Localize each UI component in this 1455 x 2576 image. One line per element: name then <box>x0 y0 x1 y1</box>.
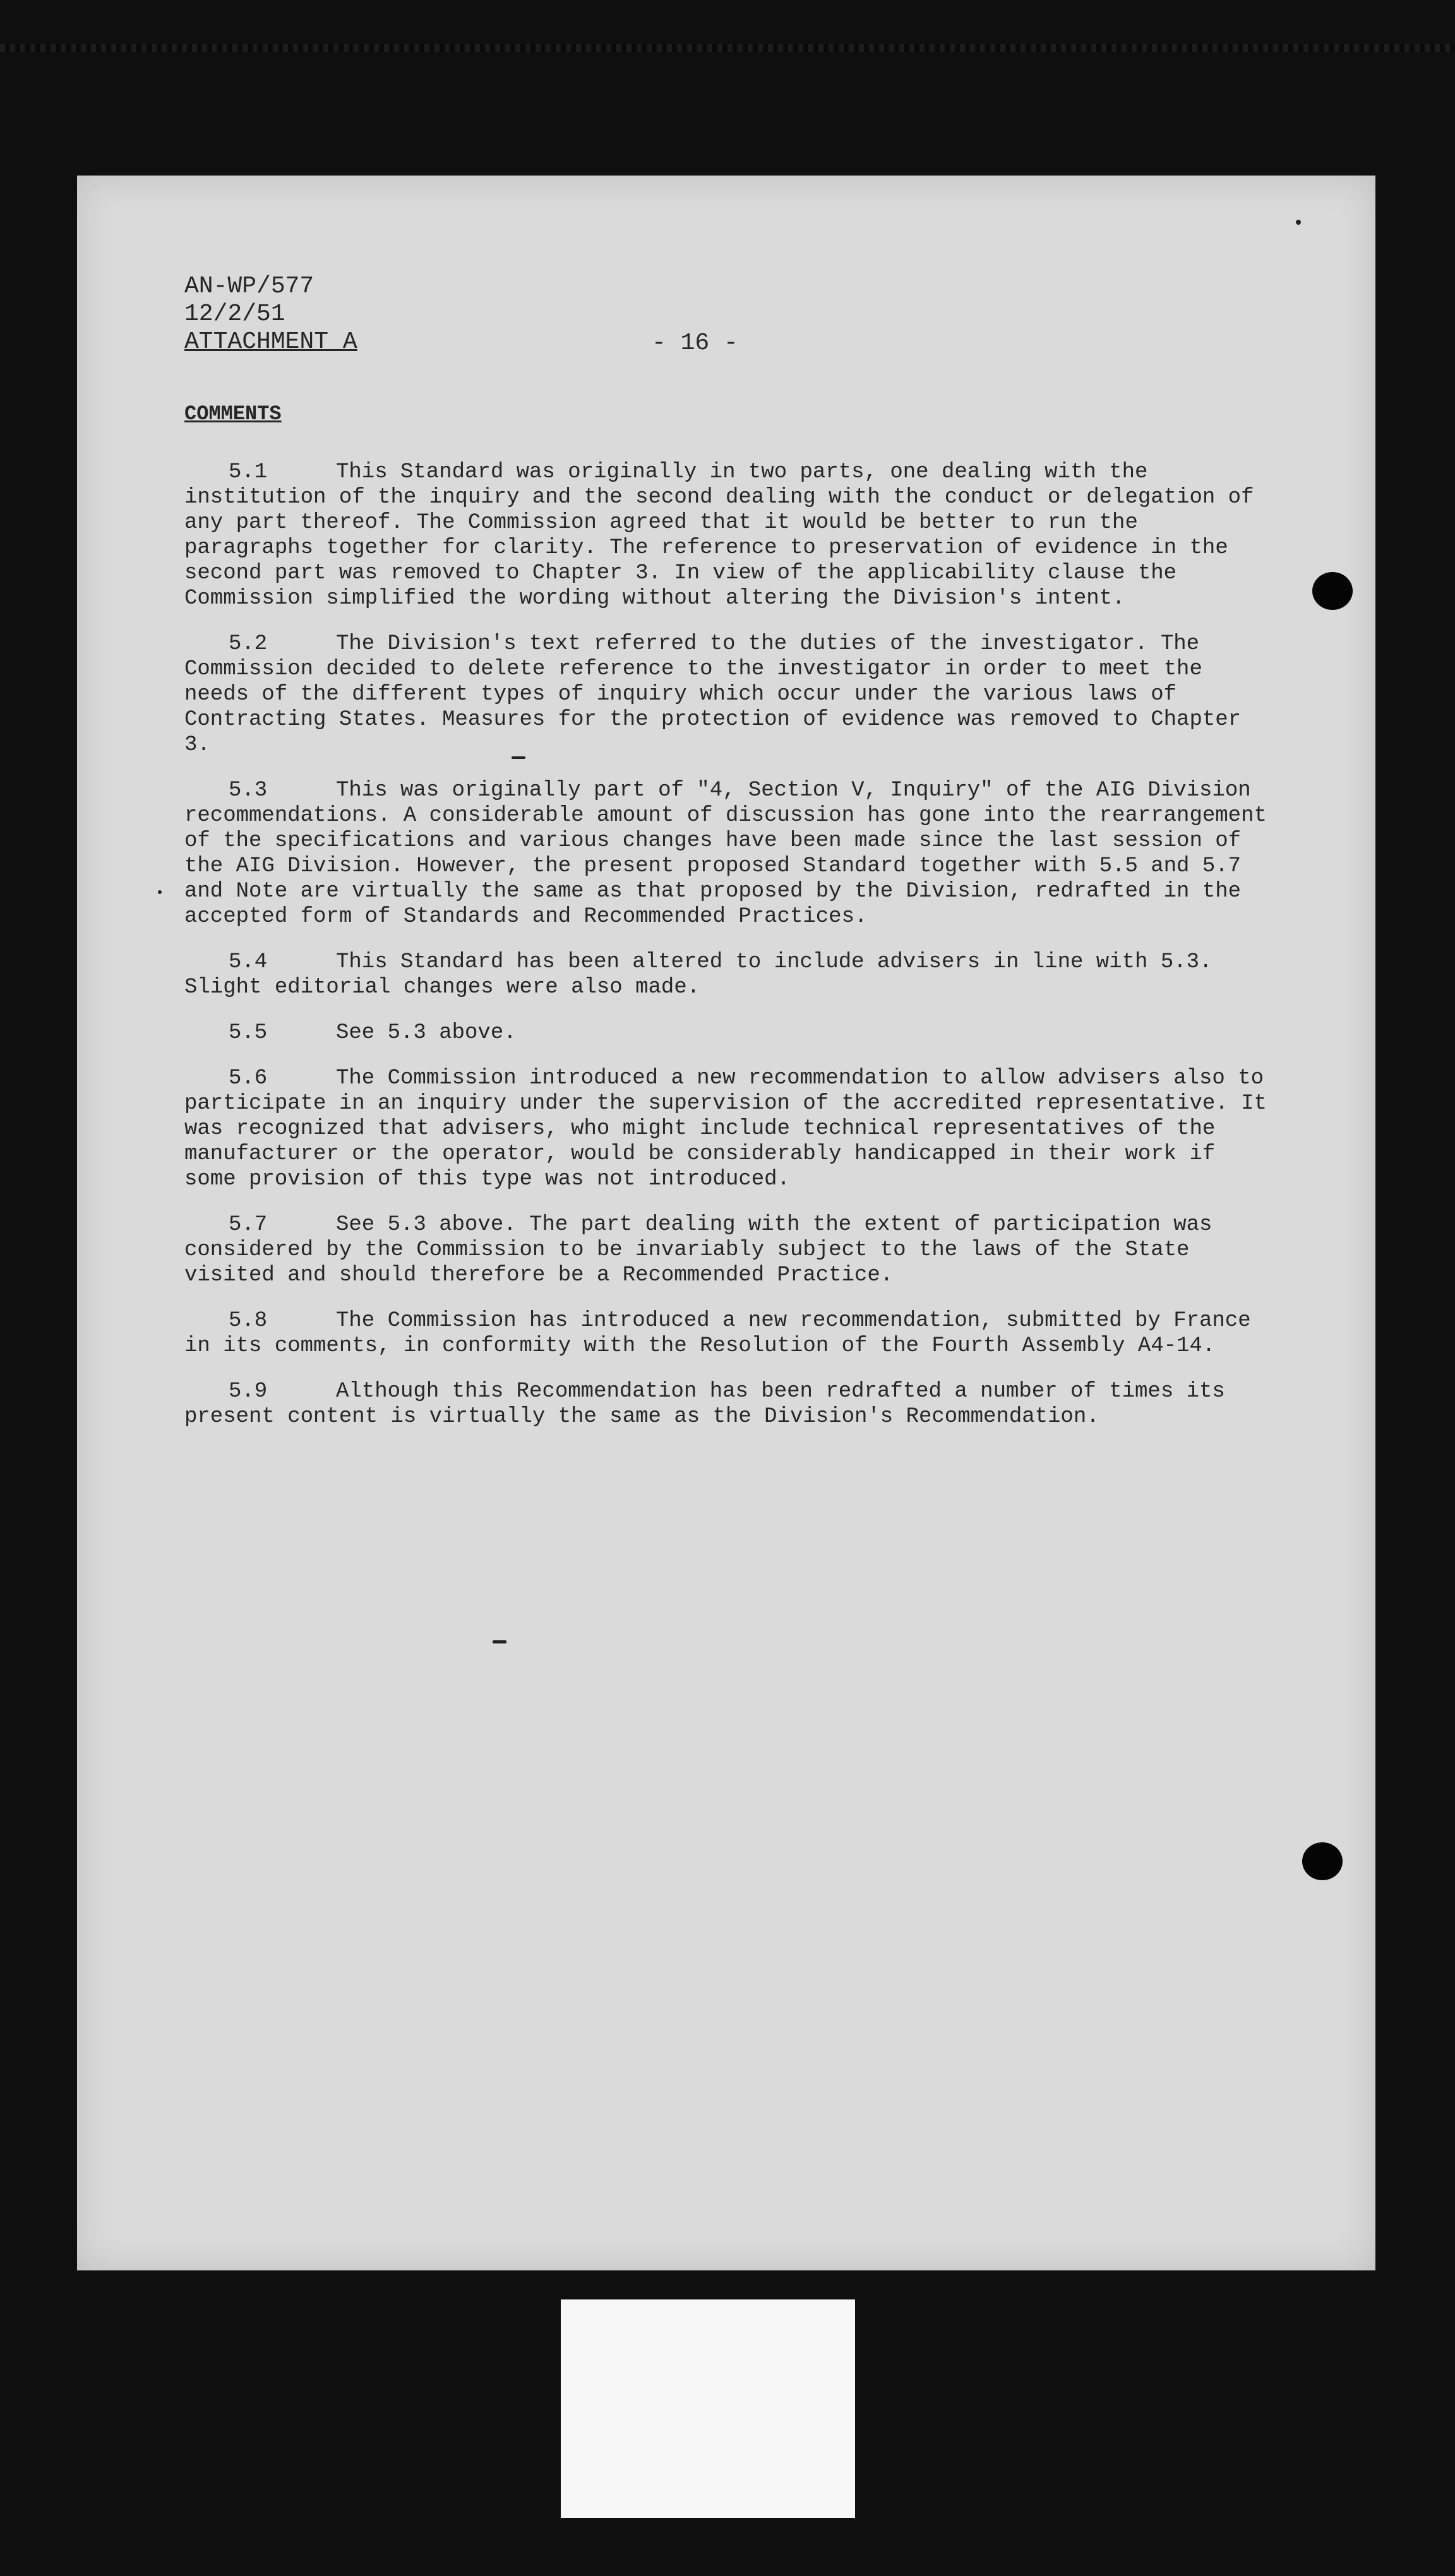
punch-hole <box>1302 1842 1343 1880</box>
paragraph-number: 5.9 <box>229 1380 268 1404</box>
paragraph-number: 5.1 <box>229 460 268 484</box>
reference-number: AN-WP/577 <box>184 273 314 300</box>
attachment-label: ATTACHMENT A <box>184 328 357 355</box>
paragraph-number: 5.3 <box>229 778 268 802</box>
paragraph-text: This was originally part of "4, Section V, Inquiry" of the AIG Division recommendations. A considerable amount of discussion has gone into the rearrangement of the specifications and various changes have been made since the last session of the AIG Division. However, the present proposed Standard together with 5.5 and 5.7 and Note are virtually the same as that proposed by the Division, redrafted in the accepted form of Standards and Recommended Practices. <box>184 778 1280 929</box>
paragraph-5-6 <box>184 1066 1280 1192</box>
paragraph-number: 5.4 <box>229 950 268 974</box>
document-header <box>184 273 1271 356</box>
document-body <box>184 273 1280 1429</box>
paragraph-number: 5.5 <box>229 1021 268 1045</box>
film-edge <box>0 44 1455 52</box>
paragraph-5-5 <box>184 1020 1271 1046</box>
paragraph-text: See 5.3 above. The part dealing with the extent of participation was considered by the Commission to be invariably subject to the laws of the State visited and should therefore be a Recommended Practice. <box>184 1213 1225 1287</box>
paragraph-5-8 <box>184 1308 1271 1359</box>
scan-speck <box>1296 220 1301 225</box>
paragraph-5-7 <box>184 1212 1271 1288</box>
paragraph-5-2 <box>184 631 1271 758</box>
paragraph-text: Although this Recommendation has been redrafted a number of times its present content is virtually the same as the Division's Recommendation. <box>184 1380 1238 1429</box>
paragraph-number: 5.7 <box>229 1213 268 1237</box>
paragraph-text: The Commission has introduced a new recommendation, submitted by France in its comments, in conformity with the Resolution of the Fourth Assembly A4-14. <box>184 1309 1264 1358</box>
paragraph-5-9 <box>184 1379 1271 1429</box>
paragraph-text: See 5.3 above. <box>336 1021 517 1045</box>
scan-speck <box>158 890 162 894</box>
punch-hole <box>1312 572 1353 610</box>
paragraph-number: 5.6 <box>229 1066 268 1090</box>
paragraph-text: This Standard has been altered to include advisers in line with 5.3. Slight editorial changes were also made. <box>184 950 1225 999</box>
document-date: 12/2/51 <box>184 301 285 328</box>
paragraph-text: This Standard was originally in two parts, one dealing with the institution of the inquiry and the second dealing with the conduct or delegation of any part thereof. The Commission agreed that it would be better to run the paragraphs together for clarity. The reference to preservation of evidence in the second part was removed to Chapter 3. In view of the applicability clause the Commission simplified the wording without altering the Division's intent. <box>184 460 1267 611</box>
paragraph-number: 5.2 <box>229 632 268 656</box>
paragraph-text: The Commission introduced a new recommendation to allow advisers also to participate in an inquiry under the supervision of the accredited representative. It was recognized that advisers, who might include technical representatives of the manufacturer or the operator, would be considerably handicapped in their work if some provision of this type was not introduced. <box>184 1066 1280 1191</box>
section-title: COMMENTS <box>184 402 282 426</box>
paragraph-5-4 <box>184 950 1271 1000</box>
scan-speck <box>493 1640 506 1643</box>
page-number: - 16 - <box>652 330 738 357</box>
paragraph-5-3 <box>184 778 1280 929</box>
paragraph-text: The Division's text referred to the duties of the investigator. The Commission decided to delete reference to the investigator in order to meet the needs of the different types of inquiry which occur under the various laws of Contracting States. Measures for the protection of evidence was removed to Chapter 3. <box>184 632 1254 757</box>
target-card <box>561 2299 855 2518</box>
paragraph-number: 5.8 <box>229 1309 268 1333</box>
paragraph-5-1 <box>184 460 1271 611</box>
